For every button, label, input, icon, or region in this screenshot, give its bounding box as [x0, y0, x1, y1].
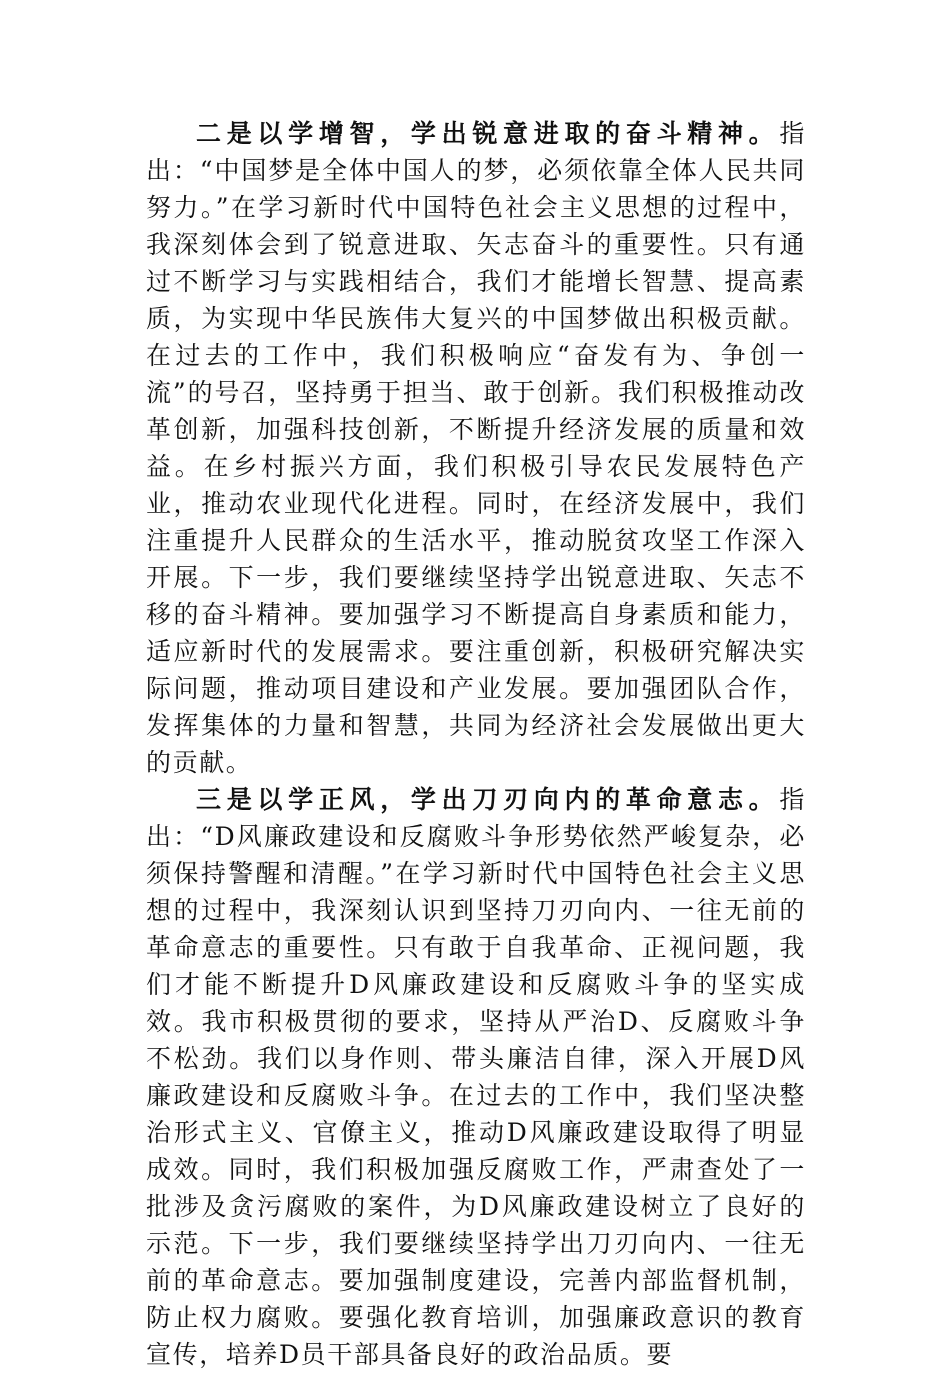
- paragraph-2-text: 指出：“D风廉政建设和反腐败斗争形势依然严峻复杂，必须保持警醒和清醒。”在学习新时代中国特色社会主义思想的过程中，我深刻认识到坚持刀刃向内、一往无前的革命意志的重要性。只有敢于自我革命、正视问题，我们才能不断提升D风廉政建设和反腐败斗争的坚实成效。我市积极贯彻的要求，坚持从严治D、反腐败斗争不松劲。我们以身作则、带头廉洁自律，深入开展D风廉政建设和反腐败斗争。在过去的工作中，我们坚决整治形式主义、官僚主义，推动D风廉政建设取得了明显成效。同时，我们积极加强反腐败工作，严肃查处了一批涉及贪污腐败的案件，为D风廉政建设树立了良好的示范。下一步，我们要继续坚持学出刀刃向内、一往无前的革命意志。要加强制度建设，完善内部监督机制，防止权力腐败。要强化教育培训，加强廉政意识的教育宣传，培养D员干部具备良好的政治品质。要: [146, 785, 806, 1369]
- paragraph-2: [146, 781, 806, 1373]
- paragraph-2-heading: 三是以学正风，学出刀刃向内的革命意志。: [196, 785, 780, 814]
- paragraph-1-heading: 二是以学增智，学出锐意进取的奋斗精神。: [196, 119, 780, 148]
- paragraph-1: [146, 115, 806, 781]
- paragraph-1-text: 指出：“中国梦是全体中国人的梦，必须依靠全体人民共同努力。”在学习新时代中国特色社会主义思想的过程中，我深刻体会到了锐意进取、矢志奋斗的重要性。只有通过不断学习与实践相结合，我们才能增长智慧、提高素质，为实现中华民族伟大复兴的中国梦做出积极贡献。在过去的工作中，我们积极响应“奋发有为、争创一流”的号召，坚持勇于担当、敢于创新。我们积极推动改革创新，加强科技创新，不断提升经济发展的质量和效益。在乡村振兴方面，我们积极引导农民发展特色产业，推动农业现代化进程。同时，在经济发展中，我们注重提升人民群众的生活水平，推动脱贫攻坚工作深入开展。下一步，我们要继续坚持学出锐意进取、矢志不移的奋斗精神。要加强学习不断提高自身素质和能力，适应新时代的发展需求。要注重创新，积极研究解决实际问题，推动项目建设和产业发展。要加强团队合作，发挥集体的力量和智慧，共同为经济社会发展做出更大的贡献。: [146, 119, 806, 777]
- document-body: [146, 115, 806, 1373]
